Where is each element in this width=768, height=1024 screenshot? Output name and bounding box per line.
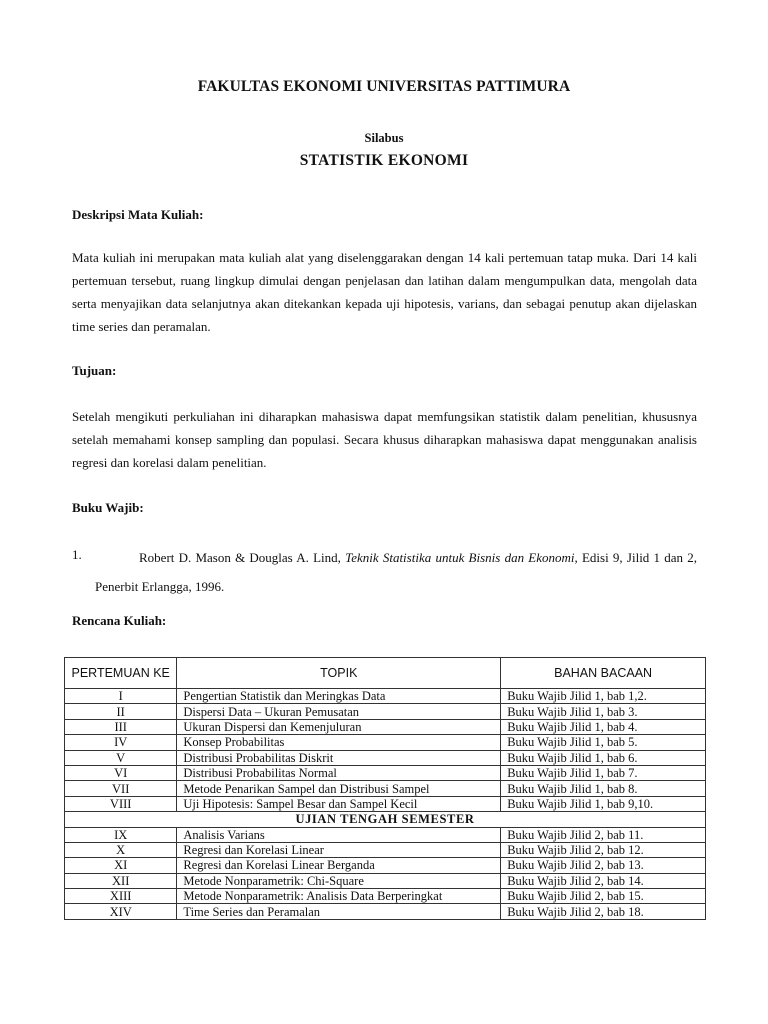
meeting-cell: XIV	[65, 904, 177, 919]
meeting-cell: X	[65, 842, 177, 857]
table-row	[65, 796, 706, 811]
column-header-meeting: PERTEMUAN KE	[65, 658, 177, 689]
topic-cell: Ukuran Dispersi dan Kemenjuluran	[177, 719, 501, 734]
reading-cell: Buku Wajib Jilid 2, bab 18.	[501, 904, 706, 919]
reading-cell: Buku Wajib Jilid 2, bab 13.	[501, 858, 706, 873]
document-type: Silabus	[364, 131, 404, 145]
meeting-cell: V	[65, 750, 177, 765]
objective-text: Setelah mengikuti perkuliahan ini diharapkan mahasiswa dapat memfungsikan statistik dalam penelitian, khususnya setelah memahami konsep sampling dan populasi. Secara khusus diharapkan mahasiswa dapat menggunakan analisis regresi dan korelasi dalam penelitian.	[72, 409, 697, 470]
table-row	[65, 719, 706, 734]
meeting-cell: XIII	[65, 889, 177, 904]
reading-cell: Buku Wajib Jilid 1, bab 8.	[501, 781, 706, 796]
table-row	[65, 858, 706, 873]
description-text: Mata kuliah ini merupakan mata kuliah alat yang diselenggarakan dengan 14 kali pertemuan tatap muka. Dari 14 kali pertemuan tersebut, ruang lingkup dimulai dengan penjelasan dan latihan dalam mengumpulkan data, mengolah data serta menyajikan data selanjutnya akan ditekankan kepada uji hipotesis, varians, dan sebagai penutup akan dijelaskan time series dan peramalan.	[72, 250, 697, 334]
meeting-cell: III	[65, 719, 177, 734]
table-row	[65, 704, 706, 719]
reading-cell: Buku Wajib Jilid 1, bab 9,10.	[501, 796, 706, 811]
reading-cell: Buku Wajib Jilid 1, bab 4.	[501, 719, 706, 734]
meeting-cell: VII	[65, 781, 177, 796]
reading-cell: Buku Wajib Jilid 1, bab 6.	[501, 750, 706, 765]
description-heading: Deskripsi Mata Kuliah:	[72, 207, 204, 222]
textbook-authors: Robert D. Mason & Douglas A. Lind,	[139, 550, 341, 565]
topic-cell: Uji Hipotesis: Sampel Besar dan Sampel Kecil	[177, 796, 501, 811]
textbook-reference	[72, 543, 697, 601]
meeting-cell: VI	[65, 765, 177, 780]
table-row	[65, 735, 706, 750]
topic-cell: Distribusi Probabilitas Diskrit	[177, 750, 501, 765]
midterm-label: UJIAN TENGAH SEMESTER	[65, 812, 706, 827]
schedule-rows-first-half	[65, 689, 706, 812]
textbook-heading: Buku Wajib:	[72, 500, 144, 515]
reading-cell: Buku Wajib Jilid 1, bab 7.	[501, 765, 706, 780]
topic-cell: Regresi dan Korelasi Linear	[177, 842, 501, 857]
table-row	[65, 842, 706, 857]
topic-cell: Metode Nonparametrik: Analisis Data Berperingkat	[177, 889, 501, 904]
reading-cell: Buku Wajib Jilid 1, bab 5.	[501, 735, 706, 750]
topic-cell: Time Series dan Peramalan	[177, 904, 501, 919]
reading-cell: Buku Wajib Jilid 1, bab 1,2.	[501, 689, 706, 704]
column-header-reading: BAHAN BACAAN	[501, 658, 706, 689]
meeting-cell: XI	[65, 858, 177, 873]
meeting-cell: IX	[65, 827, 177, 842]
topic-cell: Metode Penarikan Sampel dan Distribusi Sampel	[177, 781, 501, 796]
topic-cell: Pengertian Statistik dan Meringkas Data	[177, 689, 501, 704]
topic-cell: Distribusi Probabilitas Normal	[177, 765, 501, 780]
textbook-title: Teknik Statistika untuk Bisnis dan Ekonomi	[345, 550, 575, 565]
meeting-cell: I	[65, 689, 177, 704]
table-row	[65, 873, 706, 888]
meeting-cell: II	[65, 704, 177, 719]
meeting-cell: XII	[65, 873, 177, 888]
textbook-edition: , Edisi 9,	[574, 550, 623, 565]
topic-cell: Dispersi Data – Ukuran Pemusatan	[177, 704, 501, 719]
topic-cell: Metode Nonparametrik: Chi-Square	[177, 873, 501, 888]
column-header-topic: TOPIK	[177, 658, 501, 689]
university-title: FAKULTAS EKONOMI UNIVERSITAS PATTIMURA	[197, 78, 571, 95]
meeting-cell: IV	[65, 735, 177, 750]
textbook-publisher: Jilid 1 dan 2, Penerbit Erlangga, 1996.	[95, 550, 697, 594]
schedule-rows-second-half	[65, 827, 706, 919]
midterm-row	[65, 812, 706, 827]
reading-cell: Buku Wajib Jilid 2, bab 15.	[501, 889, 706, 904]
table-row	[65, 781, 706, 796]
meeting-cell: VIII	[65, 796, 177, 811]
topic-cell: Konsep Probabilitas	[177, 735, 501, 750]
table-row	[65, 889, 706, 904]
table-row	[65, 765, 706, 780]
topic-cell: Regresi dan Korelasi Linear Berganda	[177, 858, 501, 873]
reading-cell: Buku Wajib Jilid 2, bab 12.	[501, 842, 706, 857]
objective-heading: Tujuan:	[72, 363, 117, 378]
textbook-number: 1.	[72, 547, 82, 562]
table-row	[65, 827, 706, 842]
topic-cell: Analisis Varians	[177, 827, 501, 842]
table-row	[65, 750, 706, 765]
reading-cell: Buku Wajib Jilid 2, bab 14.	[501, 873, 706, 888]
table-row	[65, 689, 706, 704]
schedule-table	[64, 657, 706, 920]
reading-cell: Buku Wajib Jilid 1, bab 3.	[501, 704, 706, 719]
schedule-header-row	[65, 658, 706, 689]
table-row	[65, 904, 706, 919]
course-title: STATISTIK EKONOMI	[299, 152, 469, 169]
plan-heading: Rencana Kuliah:	[72, 613, 167, 628]
reading-cell: Buku Wajib Jilid 2, bab 11.	[501, 827, 706, 842]
